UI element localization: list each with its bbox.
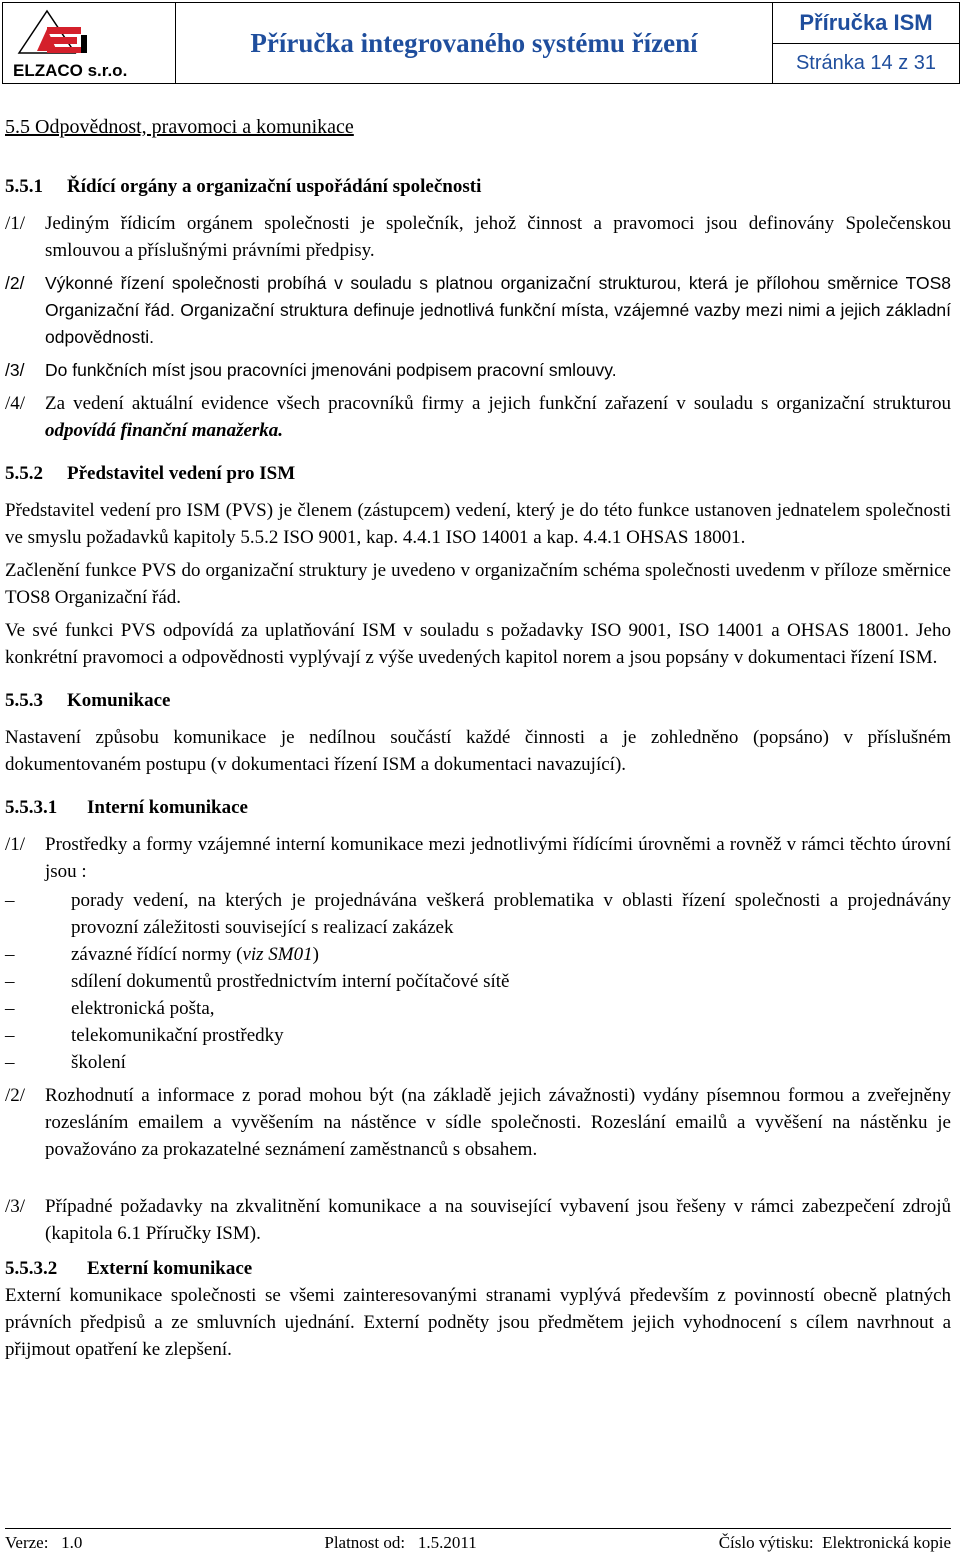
item-text: Do funkčních míst jsou pracovníci jmenováni podpisem pracovní smlouvy. <box>45 360 617 380</box>
section-heading: 5.5 Odpovědnost, pravomoci a komunikace <box>5 116 354 138</box>
subsection-title: Řídící orgány a organizační uspořádání společnosti <box>67 176 482 197</box>
dash-icon: – <box>5 998 15 1019</box>
page-header <box>2 2 960 84</box>
bullet-item: – telekomunikační prostředky <box>5 1022 951 1049</box>
subsection-title: Představitel vedení pro ISM <box>67 463 296 484</box>
paragraph: Nastavení způsobu komunikace je nedílnou součástí každé činnosti a je zohledněno (popsáno) v příslušném dokumentovaném postupu (v dokumentaci řízení ISM a dokumentaci navazující). <box>5 727 951 775</box>
item-label: /2/ <box>5 273 25 293</box>
item-text: Jediným řídicím orgánem společnosti je společník, jehož činnost a pravomoci jsou definovány Společenskou smlouvou a příslušnými právními předpisy. <box>45 213 951 261</box>
reference: viz SM01 <box>242 944 313 965</box>
paragraph: Externí komunikace společnosti se všemi zainteresovanými stranami vyplývá především z povinností obecně platných právních předpisů a ze smluvních ujednání. Externí podněty jsou předmětem jejich vyhodnocení s cílem navrhnout a přijmout opatření ke zlepšení. <box>5 1285 951 1360</box>
bullet-list <box>5 887 951 1076</box>
company-name: ELZACO s.r.o. <box>13 61 128 80</box>
item-text: Rozhodnutí a informace z porad mohou být (na základě jejich závažnosti) vydány písemnou formou a zveřejněny rozesláním emailem a vyvěšením na nástěnce v sídle společnosti. Rozeslání emailů a vyvěšení na nástěnku je považováno za prokazatelné seznámení zaměstnanců s obsahem. <box>45 1085 951 1160</box>
dash-icon: – <box>5 944 15 965</box>
bullet-item: – školení <box>5 1049 951 1076</box>
list-item <box>5 831 951 1076</box>
paragraph: Ve své funkci PVS odpovídá za uplatňování ISM v souladu s požadavky ISO 9001, ISO 14001 a OHSAS 18001. Jeho konkrétní pravomoci a odpovědnosti vyplývají z výše uvedených kapitol norem a jsou popsány v dokumentaci řízení ISM. <box>5 620 951 668</box>
subsection-number: 5.5.3.1 <box>5 797 58 818</box>
subsection-heading-5-5-2 <box>5 460 951 487</box>
list-item <box>5 390 951 444</box>
list-item <box>5 1082 951 1163</box>
item-label: /3/ <box>5 1196 26 1217</box>
subsection-title: Komunikace <box>67 690 171 711</box>
page-footer <box>5 1528 951 1553</box>
subsection-number: 5.5.2 <box>5 463 43 484</box>
document-title: Příručka integrovaného systému řízení <box>176 3 773 83</box>
dash-icon: – <box>5 971 15 992</box>
responsible-person: odpovídá finanční manažerka. <box>45 420 284 441</box>
logo-mark-icon <box>17 7 97 57</box>
list-item <box>5 270 951 351</box>
manual-name: Příručka ISM <box>773 3 959 44</box>
footer-validity: Platnost od: 1.5.2011 <box>324 1533 477 1552</box>
item-text: Případné požadavky na zkvalitnění komunikace a na související vybavení jsou řešeny v rámci zabezpečení zdrojů (kapitola 6.1 Příručky ISM). <box>45 1196 951 1244</box>
subsection-number: 5.5.3.2 <box>5 1258 58 1279</box>
list-item <box>5 1193 951 1247</box>
company-logo <box>3 3 176 83</box>
subsection-heading-5-5-3-2 <box>5 1255 951 1282</box>
item-label: /2/ <box>5 1085 26 1106</box>
document-body <box>5 114 951 1369</box>
bullet-item: – sdílení dokumentů prostřednictvím interní počítačové sítě <box>5 968 951 995</box>
item-text <box>5 831 951 1076</box>
paragraph: Začlenění funkce PVS do organizační struktury je uvedeno v organizačním schéma společnosti uvedenm v příloze směrnice TOS8 Organizační řád. <box>5 560 951 608</box>
item-text: Výkonné řízení společnosti probíhá v souladu s platnou organizační strukturou, která je přílohou směrnice TOS8 Organizační řád. Organizační struktura definuje jednotlivá funkční místa, vzájemné vazby mezi nimi a jejich základní odpovědnosti. <box>45 273 951 347</box>
list-item <box>5 210 951 264</box>
subsection-heading-5-5-3 <box>5 687 951 714</box>
page-number: Stránka 14 z 31 <box>795 52 937 74</box>
subsection-title: Interní komunikace <box>87 797 248 818</box>
item-text-main: Za vedení aktuální evidence všech pracovníků firmy a jejich funkční zařazení v souladu s organizační strukturou <box>45 393 951 414</box>
subsection-title: Externí komunikace <box>87 1258 253 1279</box>
dash-icon: – <box>5 1052 15 1073</box>
list-item <box>5 357 951 384</box>
item-text <box>45 390 951 444</box>
subsection-number: 5.5.1 <box>5 176 43 197</box>
subsection-number: 5.5.3 <box>5 690 43 711</box>
footer-version: Verze: 1.0 <box>5 1533 83 1552</box>
subsection-heading-5-5-3-1 <box>5 794 951 821</box>
dash-icon: – <box>5 890 15 911</box>
item-label: /1/ <box>5 213 26 234</box>
bullet-item: – porady vedení, na kterých je projednávána veškerá problematika v oblasti řízení společnosti a projednávány provozní záležitosti související s realizací zakázek <box>5 887 951 941</box>
bullet-item: – závazné řídící normy (viz SM01) <box>5 941 951 968</box>
footer-copy: Číslo výtisku: Elektronická kopie <box>718 1533 951 1552</box>
subsection-heading-5-5-1 <box>5 173 951 200</box>
item-label: /3/ <box>5 360 25 380</box>
item-label: /4/ <box>5 393 26 414</box>
item-intro: Prostředky a formy vzájemné interní komunikace mezi jednotlivými řídícími úrovněmi a rovněž v rámci těchto úrovní jsou : <box>45 834 951 882</box>
item-label: /1/ <box>5 834 26 855</box>
paragraph: Představitel vedení pro ISM (PVS) je členem (zástupcem) vedení, který je do této funkce ustanoven jednatelem společnosti ve smyslu požadavků kapitoly 5.5.2 ISO 9001, kap. 4.4.1 ISO 14001 a kap. 4.4.1 OHSAS 18001. <box>5 500 951 548</box>
dash-icon: – <box>5 1025 15 1046</box>
bullet-item: – elektronická pošta, <box>5 995 951 1022</box>
